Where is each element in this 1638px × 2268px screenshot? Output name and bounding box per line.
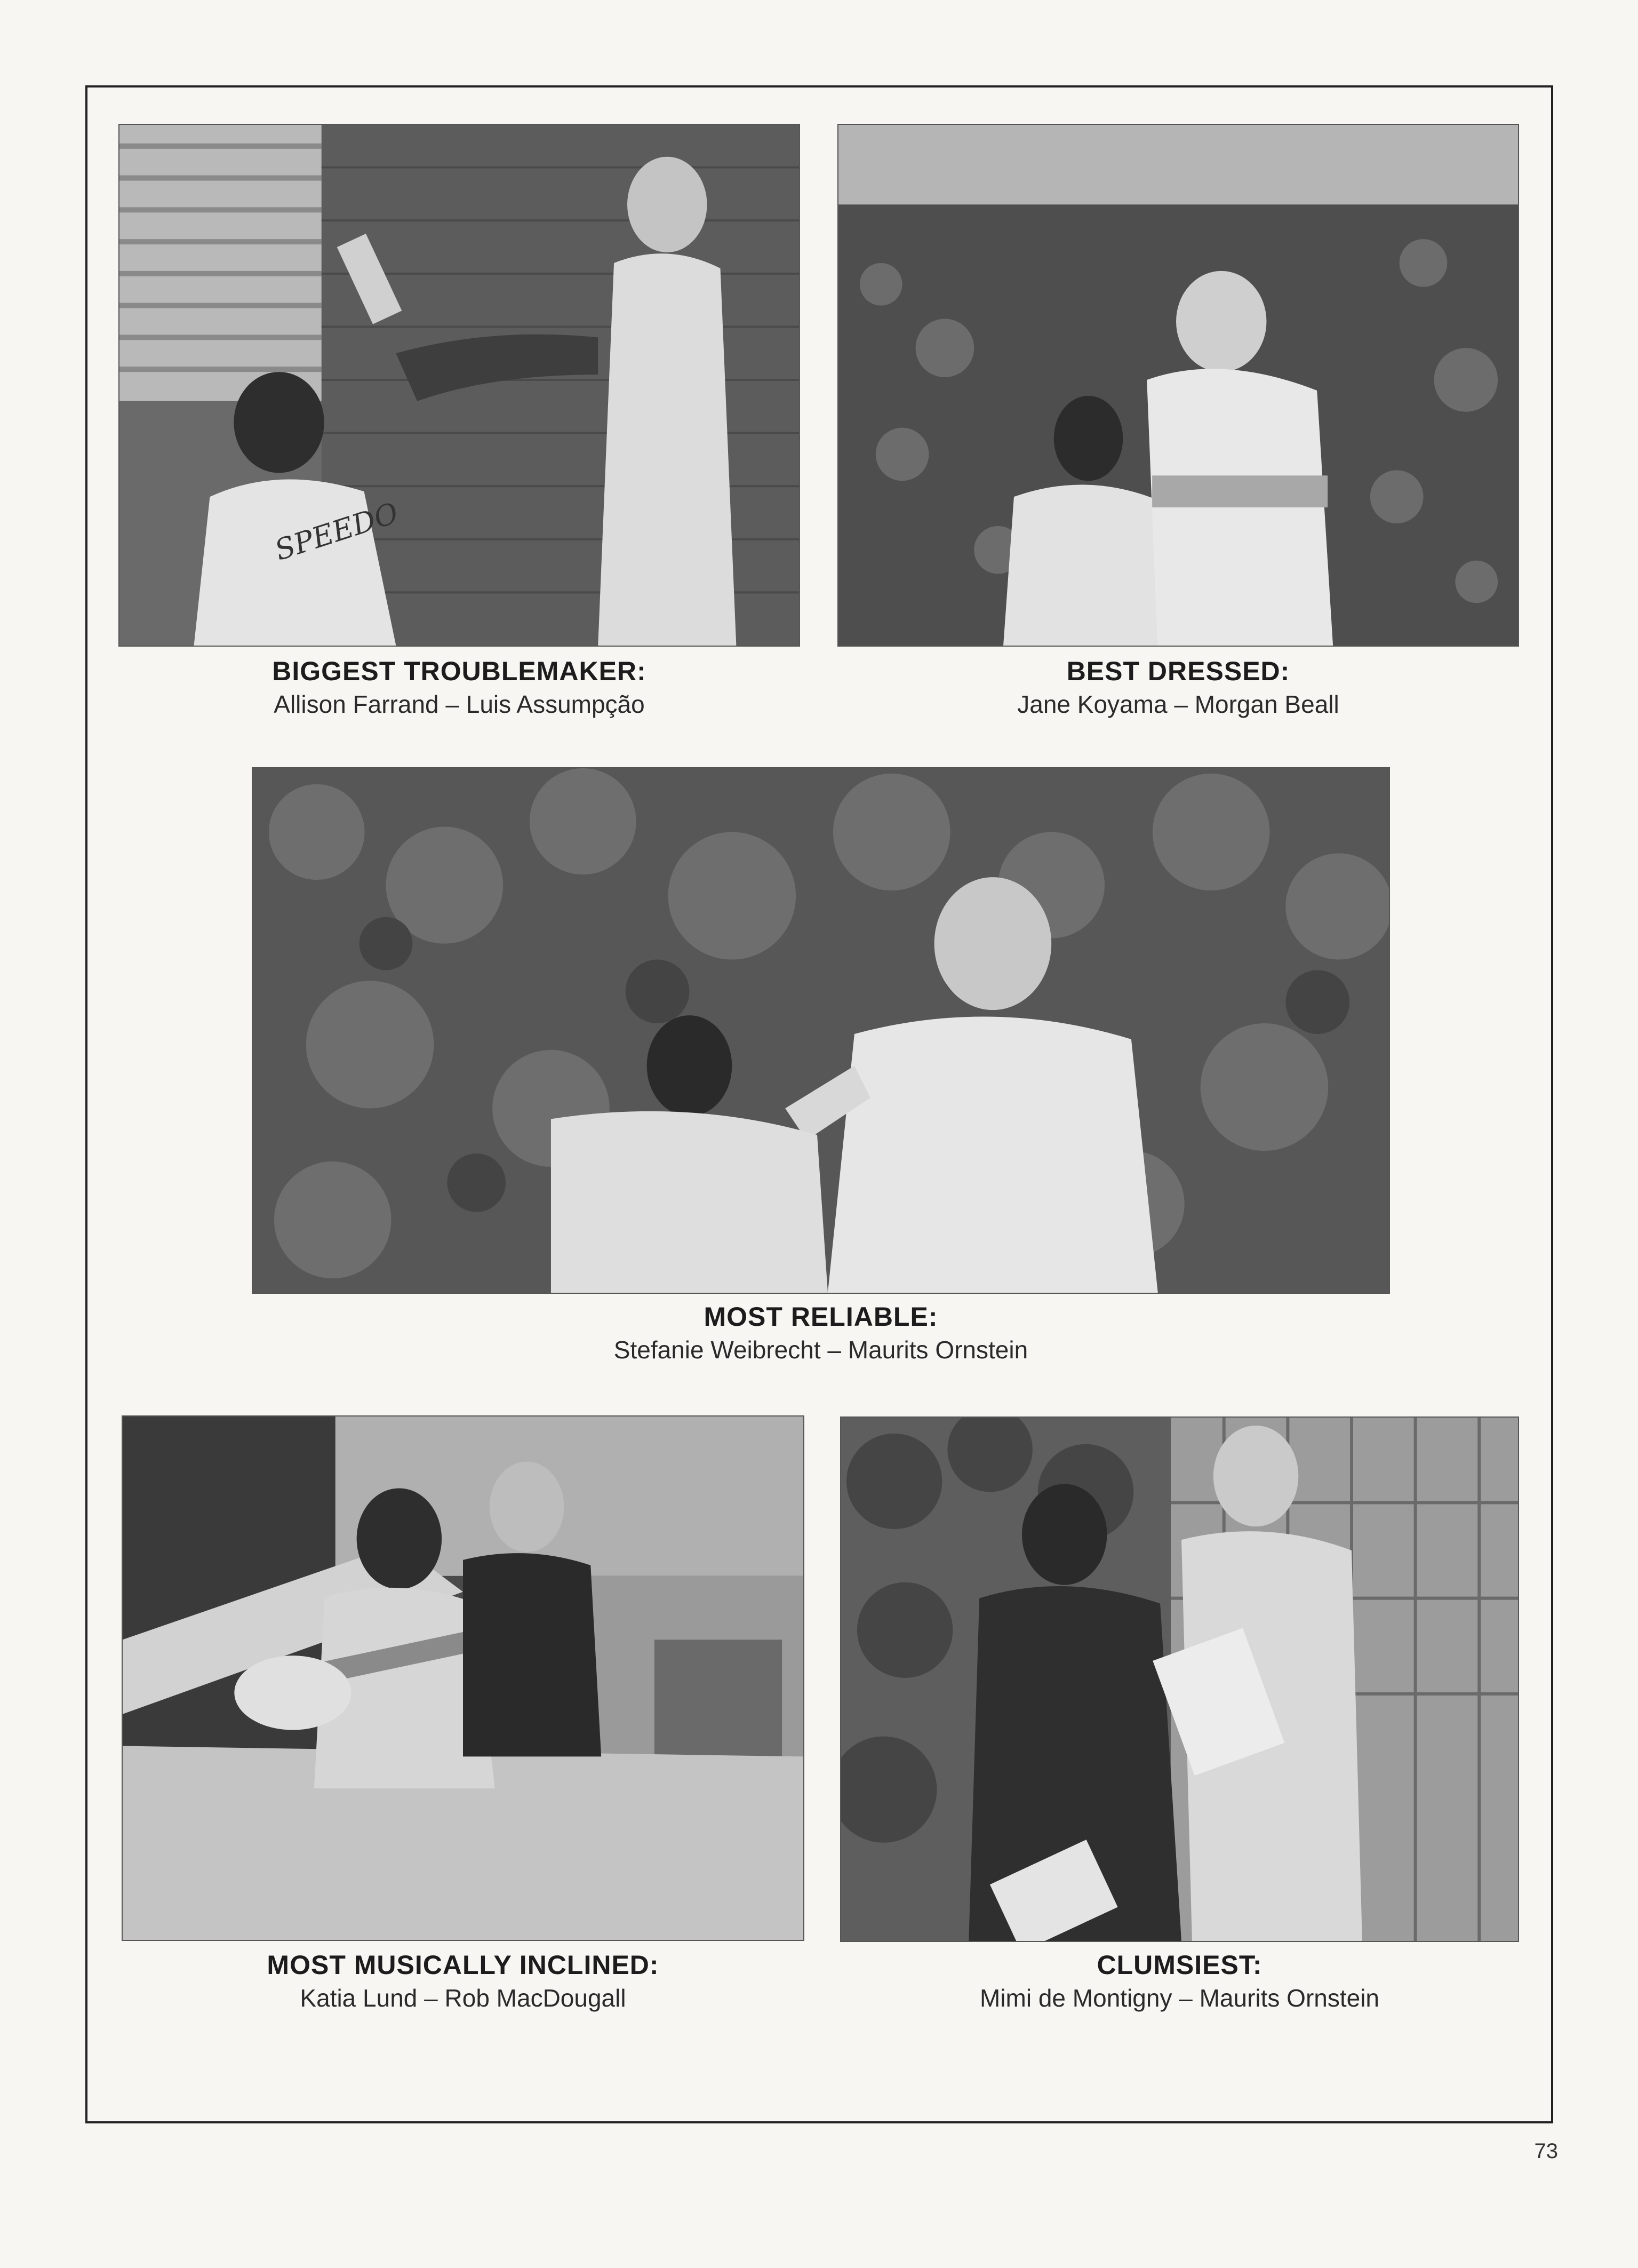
photo-clumsiest	[840, 1416, 1519, 1942]
award-title: BEST DRESSED:	[1066, 656, 1290, 686]
caption-most-reliable	[252, 1302, 1390, 1364]
award-names: Katia Lund – Rob MacDougall	[300, 1984, 626, 2012]
caption-most-musically-inclined	[122, 1950, 804, 2012]
caption-clumsiest	[840, 1950, 1519, 2012]
award-names: Stefanie Weibrecht – Maurits Ornstein	[613, 1335, 1028, 1364]
award-names: Mimi de Montigny – Maurits Ornstein	[979, 1984, 1380, 2012]
caption-best-dressed	[837, 656, 1519, 718]
page-number: 73	[1534, 2139, 1558, 2163]
shirt-logo-text: SPEEDO	[270, 496, 403, 568]
award-title: CLUMSIEST:	[1097, 1950, 1263, 1980]
award-names: Jane Koyama – Morgan Beall	[1017, 690, 1339, 718]
photo-most-reliable	[252, 767, 1390, 1294]
award-title: MOST MUSICALLY INCLINED:	[267, 1950, 659, 1980]
photo-most-musically-inclined	[122, 1415, 804, 1941]
award-title: BIGGEST TROUBLEMAKER:	[272, 656, 646, 686]
award-title: MOST RELIABLE:	[704, 1302, 938, 1332]
award-names: Allison Farrand – Luis Assumpção	[274, 690, 645, 718]
photo-biggest-troublemaker	[118, 124, 800, 647]
caption-biggest-troublemaker	[118, 656, 800, 718]
photo-best-dressed	[837, 124, 1519, 647]
